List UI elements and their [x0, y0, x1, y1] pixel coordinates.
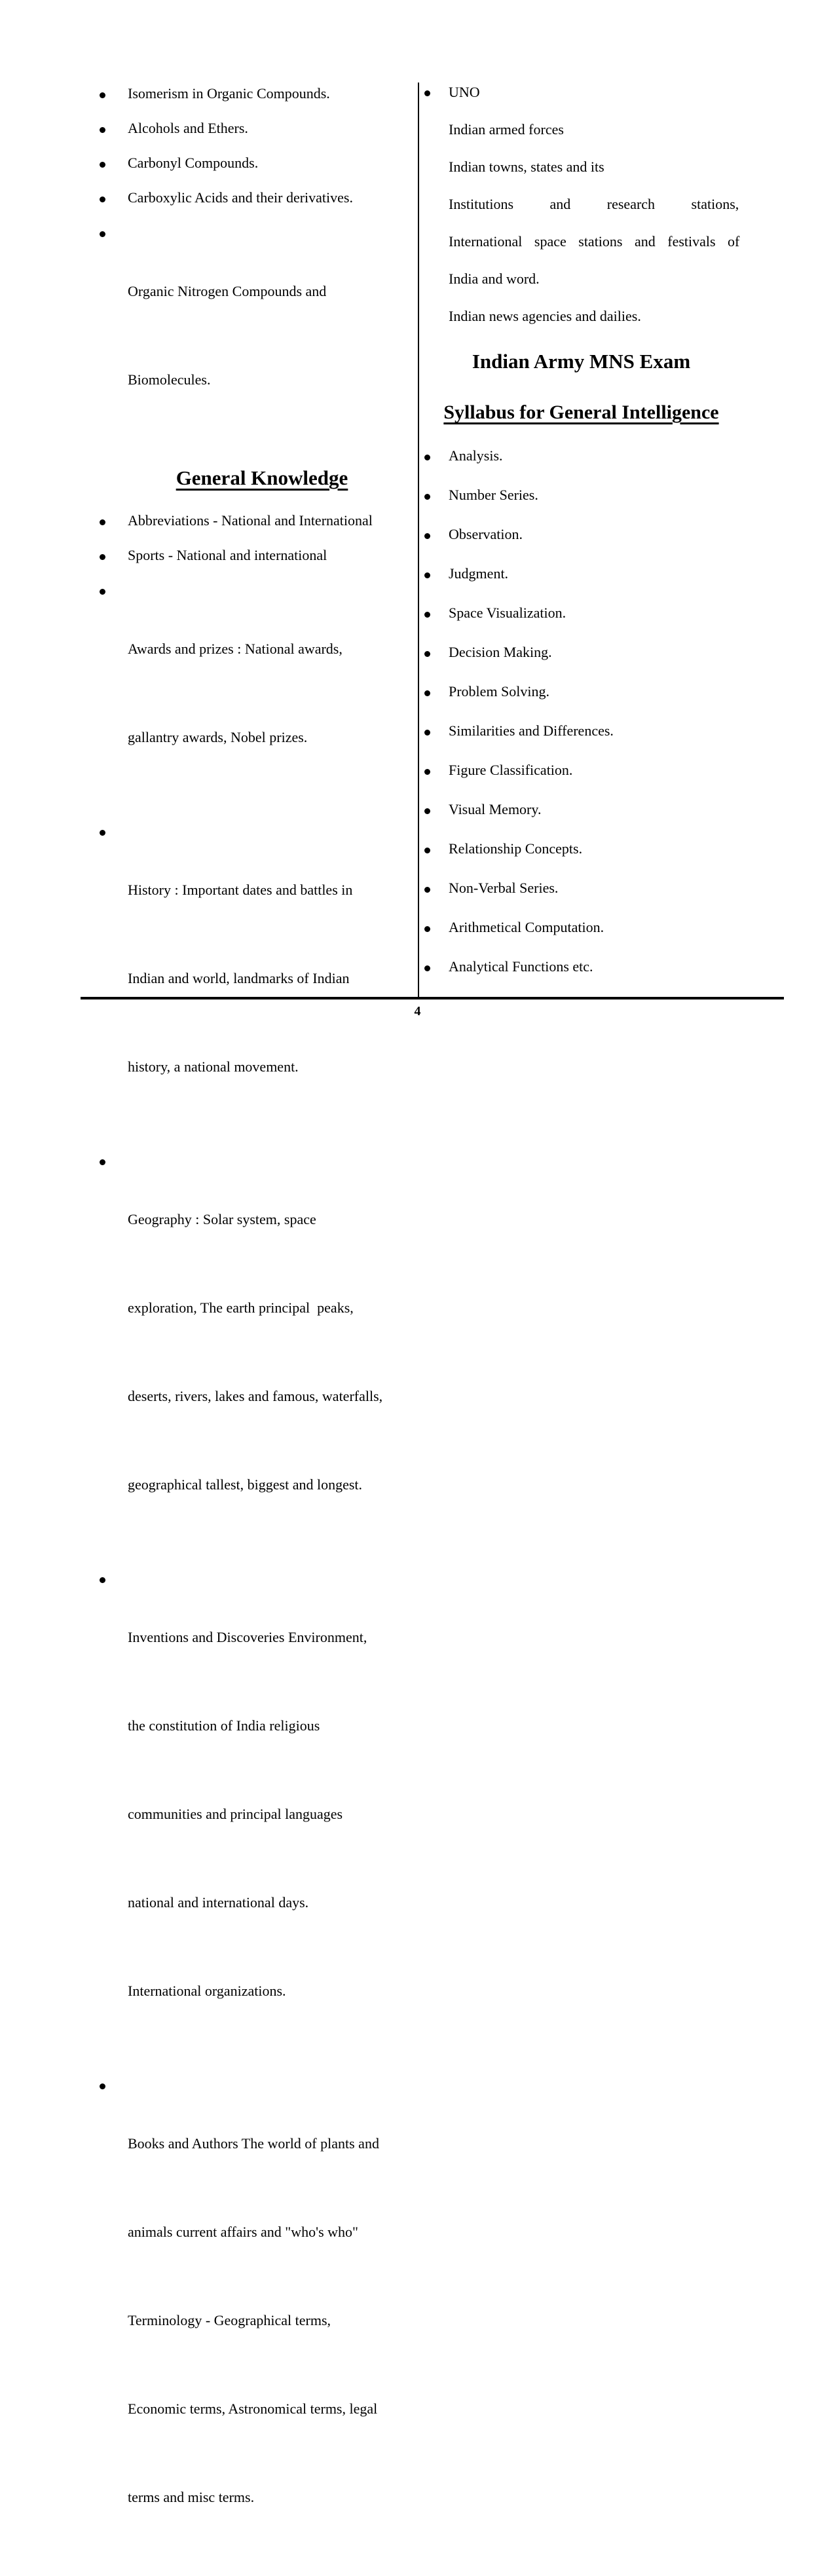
list-item-line: exploration, The earth principal peaks, [128, 1299, 354, 1316]
list-item [100, 2070, 424, 2571]
list-item-line: UNO [449, 84, 480, 100]
bullet-icon [424, 533, 430, 539]
list-item [424, 519, 738, 549]
list-item-line: Problem Solving. [449, 683, 550, 700]
list-item [100, 540, 424, 570]
bullet-icon [424, 926, 430, 932]
list-item-line: Analysis. [449, 447, 503, 464]
list-item-line: Biomolecules. [128, 371, 211, 388]
bullet-icon [424, 887, 430, 893]
list-item [424, 559, 738, 588]
bullet-icon [424, 690, 430, 696]
list-item [424, 794, 738, 824]
bullet-icon [424, 494, 430, 500]
section-heading-general-intelligence [424, 395, 738, 430]
list-item-line: Carbonyl Compounds. [128, 155, 259, 171]
list-item [424, 952, 738, 981]
list-item-line: Isomerism in Organic Compounds. [128, 85, 330, 102]
bullet-icon [424, 769, 430, 775]
list-item-line: Awards and prizes : National awards, [128, 641, 343, 657]
list-item-line: Carboxylic Acids and their derivatives. [128, 189, 353, 206]
list-item [424, 480, 738, 510]
bullet-icon [100, 1577, 105, 1583]
list-item-line: communities and principal languages [128, 1806, 343, 1822]
list-item [100, 217, 424, 453]
list-item [100, 79, 424, 108]
bullet-icon [100, 1159, 105, 1165]
list-item-line: International organizations. [128, 1983, 286, 1999]
list-item-line: Organic Nitrogen Compounds and [128, 283, 327, 299]
list-item [424, 755, 738, 785]
list-item-line: Alcohols and Ethers. [128, 120, 248, 136]
paragraph-line: India and word. [449, 271, 540, 287]
list-item [100, 506, 424, 535]
bullet-icon [424, 455, 430, 460]
paragraph-line: International space stations and festivals of [449, 233, 740, 250]
footer-rule [81, 997, 784, 999]
list-item-line: Decision Making. [449, 644, 552, 660]
list-item [424, 73, 738, 111]
list-item-line: Sports - National and international [128, 547, 327, 563]
section-heading-text: General Knowledge [176, 466, 348, 489]
list-item-line: Analytical Functions etc. [449, 958, 593, 975]
list-item [100, 183, 424, 212]
list-item-line: gallantry awards, Nobel prizes. [128, 729, 308, 745]
bullet-icon [100, 92, 105, 98]
bullet-icon [100, 231, 105, 237]
paragraph-line: Institutions and research stations, [449, 196, 739, 212]
list-item-line: Terminology - Geographical terms, [128, 2312, 331, 2328]
list-item-line: Indian and world, landmarks of Indian [128, 970, 350, 986]
bullet-icon [100, 127, 105, 133]
list-item-line: History : Important dates and battles in [128, 882, 353, 898]
bullet-icon [424, 572, 430, 578]
list-item-line: Visual Memory. [449, 801, 542, 817]
list-item-line: Observation. [449, 526, 523, 542]
list-item-line: Inventions and Discoveries Environment, [128, 1629, 367, 1645]
list-item-line: geographical tallest, biggest and longest. [128, 1476, 363, 1493]
bullet-icon [424, 848, 430, 853]
bullet-icon [424, 651, 430, 657]
list-item [424, 598, 738, 627]
list-item-line: Abbreviations - National and International [128, 512, 373, 529]
bullet-icon [424, 612, 430, 618]
bullet-icon [100, 554, 105, 560]
list-item-line: Similarities and Differences. [449, 722, 614, 739]
list-item-line: Books and Authors The world of plants and [128, 2135, 379, 2152]
bullet-icon [100, 589, 105, 595]
paragraph-line: Indian towns, states and its [449, 159, 604, 175]
list-item-line: Arithmetical Computation. [449, 919, 604, 935]
bullet-icon [424, 730, 430, 736]
list-item-line: history, a national movement. [128, 1058, 299, 1075]
list-item-line: deserts, rivers, lakes and famous, waterfalls, [128, 1388, 383, 1404]
list-item [100, 1146, 424, 1558]
list-item [424, 873, 738, 903]
bullet-icon [424, 965, 430, 971]
list-item-line: Economic terms, Astronomical terms, legal [128, 2400, 378, 2417]
list-item [100, 148, 424, 177]
list-item [100, 575, 424, 811]
list-item [424, 912, 738, 942]
list-item [424, 677, 738, 706]
left-column [100, 79, 424, 2576]
list-item-line: animals current affairs and "who's who" [128, 2224, 359, 2240]
bullet-icon [100, 2083, 105, 2089]
list-item [424, 441, 738, 470]
list-item-line: Number Series. [449, 487, 538, 503]
bullet-icon [100, 196, 105, 202]
bullet-icon [424, 808, 430, 814]
list-item [100, 113, 424, 143]
section-heading-general-knowledge [100, 461, 424, 495]
section-heading-mns-exam: Indian Army MNS Exam [472, 350, 691, 373]
list-item-line: terms and misc terms. [128, 2489, 255, 2505]
list-item [100, 816, 424, 1140]
paragraph-line: Indian news agencies and dailies. [449, 308, 641, 324]
list-item [424, 716, 738, 745]
list-item-line: Judgment. [449, 565, 509, 582]
list-item-line: the constitution of India religious [128, 1717, 320, 1734]
right-column [424, 73, 738, 991]
page-number: 4 [414, 1004, 421, 1018]
list-item-line: national and international days. [128, 1894, 309, 1911]
paragraph-line: Indian armed forces [449, 121, 564, 138]
list-item-line: Non-Verbal Series. [449, 880, 559, 896]
bullet-icon [100, 162, 105, 168]
bullet-icon [100, 519, 105, 525]
list-item [424, 834, 738, 863]
list-item-line: Figure Classification. [449, 762, 573, 778]
list-item [100, 1563, 424, 2064]
bullet-icon [100, 830, 105, 836]
bullet-icon [424, 90, 430, 96]
list-item-line: Space Visualization. [449, 605, 566, 621]
section-heading-text: Syllabus for General Intelligence [443, 401, 719, 423]
list-item [424, 637, 738, 667]
list-item-line: Relationship Concepts. [449, 840, 583, 857]
list-item-line: Geography : Solar system, space [128, 1211, 316, 1227]
